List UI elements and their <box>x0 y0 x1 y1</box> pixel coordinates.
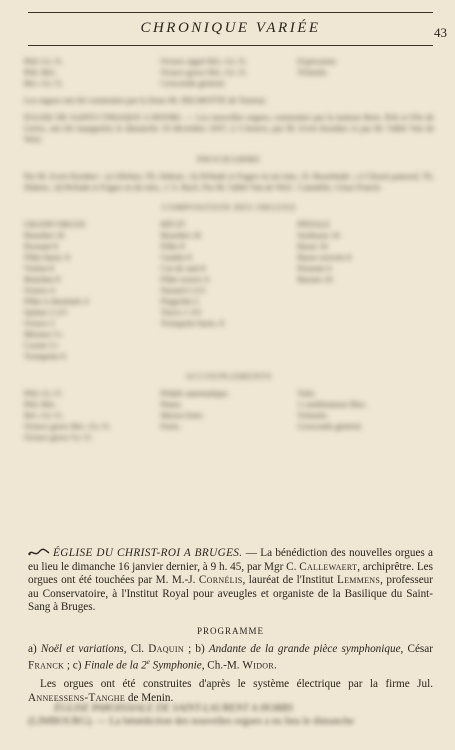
accouplement-b: Pédale automatique. <box>160 388 230 398</box>
piece-title: Symphonie <box>149 659 202 672</box>
stop-item: Bourdon 8 <box>24 274 61 284</box>
separator: , Ch.-M. <box>201 659 243 672</box>
stop-item: Bourdon 16 <box>160 230 202 240</box>
programme-heading-blurred: PROGRAMME <box>197 154 261 164</box>
person-name: Callewaert <box>299 560 358 573</box>
accouplement-row <box>24 432 434 443</box>
accouplement-a: Péd.-Gr. O. <box>24 388 63 398</box>
superscript: e <box>146 658 150 667</box>
ornament-icon <box>28 548 50 557</box>
accouplement-row <box>24 399 434 410</box>
separator: , Cl. <box>123 642 149 655</box>
stop-item: Flûte harm. 8 <box>24 252 70 262</box>
accouplement-c: 1 combinaison libre. <box>297 399 367 409</box>
composition-heading: COMPOSITION DES ORGUES <box>161 202 297 212</box>
church-paragraph-2: ÉGLISE DE SAINT-CYRIAQUE A HOOBS. — Les nouvelles orgues, construites par la maison Bern. Pels et Fils de Lierre, ont été inaugurées le dimanche 19 décembre 1937, à 3 heures, par M. Evert Kooiker et par M. l'abbé Van de Wiel. <box>24 112 434 144</box>
pedale-stops <box>297 230 434 362</box>
piece-title: Finale de la 2 <box>84 659 147 672</box>
header-title: CHRONIQUE VARIÉE <box>140 20 321 36</box>
coupler-b: Octave aiguë Réc.-Gr. O. <box>160 56 247 66</box>
coupler-row <box>24 78 434 89</box>
christ-roi-paragraph <box>28 547 433 615</box>
accouplement-c <box>297 432 434 443</box>
stop-item: Octave 4 <box>24 285 55 295</box>
coupler-b: Crescendo général. <box>160 78 226 88</box>
stop-item: Flageolet 2 <box>160 296 199 306</box>
organ-builder-name: Anneessens-Tanghe <box>28 692 126 705</box>
composer-name: Widor <box>242 659 275 672</box>
accouplement-b: Forte. <box>160 421 181 431</box>
stop-item: Trompette harm. 8 <box>160 318 224 328</box>
paragraph-text: , lauréat de l'Institut <box>242 574 337 587</box>
column-header-pedale: PÉDALE <box>297 219 330 229</box>
coupler-row <box>24 56 434 67</box>
accouplement-row <box>24 388 434 399</box>
coupler-a: Péd.-Réc. <box>24 67 58 77</box>
coupler-row <box>24 67 434 78</box>
accouplement-b <box>161 432 298 443</box>
recit-stops <box>161 230 298 362</box>
accouplement-a: Péd.-Réc. <box>24 399 58 409</box>
item-label: ; c) <box>64 659 85 672</box>
coupler-c: Expression. <box>297 56 338 66</box>
coupler-b: Octave grave Réc.-Gr. O. <box>160 67 248 77</box>
blurred-bottom-section <box>28 702 433 728</box>
stop-item: Basse ouverte 8 <box>297 252 352 262</box>
stop-item: Flûte 8 <box>160 241 185 251</box>
column-header-recit: RÉCIT <box>160 219 186 229</box>
paragraph-text: — La bénédiction des nouvelles orgues a eu lieu le dimanche 16 janvier dernier, à 9 h. 45, par Mgr C. <box>28 547 434 573</box>
accouplements-list <box>24 388 434 443</box>
coupler-a: Réc.-Gr. O. <box>24 78 64 88</box>
stop-item: Trompette 8 <box>24 351 66 361</box>
accouplement-c: Crescendo général. <box>297 421 363 431</box>
separator: , César <box>400 642 433 655</box>
column-header-grand-orgue: GRAND ORGUE <box>24 219 86 229</box>
stop-item: Gambe 8 <box>160 252 192 262</box>
piece-title: Noël et variations <box>40 642 124 655</box>
builder-paragraph: Les orgues ont été construites par la firme M. DELMOTTE de Tournai. <box>24 95 267 105</box>
next-church-heading: ÉGLISE PAROISSIALE DE SAINT-LAURENT A HOBBS <box>54 703 294 714</box>
composer-name: Daquin <box>148 642 184 655</box>
coupler-c <box>297 78 434 89</box>
accouplement-a: Octave grave Réc.-Gr. O. <box>24 421 111 431</box>
stop-item: Basson 16 <box>297 274 333 284</box>
accouplement-a: Octave grave Gr. O. <box>24 432 93 442</box>
paragraph-text: de Menin. <box>125 692 174 705</box>
accouplement-row <box>24 421 434 432</box>
institute-name: Lemmens <box>336 574 381 587</box>
paragraph-text: , professeur au Conservatoire, à l'Institut Royal pour aveugles et organiste de la Basilique du Saint-Sang à Bruges. <box>28 574 433 614</box>
accouplement-c: Trémolo. <box>297 410 329 420</box>
stop-item: Octave 2 <box>24 318 55 328</box>
composer-name: Franck <box>28 659 65 672</box>
programme-list <box>28 643 433 674</box>
paragraph-text: , archiprêtre. Les orgues ont été touchées par M. M.-J. <box>28 560 433 587</box>
accouplement-a: Réc.-Gr. O. <box>24 410 64 420</box>
programme-heading: PROGRAMME <box>196 625 264 636</box>
top-couplers <box>24 56 434 89</box>
accouplement-b: Piano. <box>160 399 183 409</box>
page-number: 43 <box>434 25 447 40</box>
stop-item: Mixture 3 r <box>24 329 63 339</box>
stop-item: Nazard 2 2/3 <box>160 285 205 295</box>
stop-item: Prestant 4 <box>297 263 332 273</box>
stop-item: Prestant 8 <box>24 241 58 251</box>
stop-lists <box>24 230 434 362</box>
stop-item: Basse 16 <box>297 241 328 251</box>
coupler-c: Trémolo. <box>297 67 329 77</box>
programme-text-blurred: Par M. Evert Kooiker : a) Alleluia, Th. Dubois ; b) Prélude et Fugue en mi min., D. Buxtehude ; c) Choral pastoral, Th. Dubois ; d) Prélude et Fugue en do min., J. S. Bach. Par M. l'abbé Van de Wiel : Cantabile, César Franck. <box>24 171 434 192</box>
accouplement-b: Mezzo forte. <box>160 410 205 420</box>
paragraph-text: Les orgues ont été construites d'après le système électrique par la firme Jul. <box>40 678 433 691</box>
accouplements-heading: ACCOUPLEMENTS <box>185 371 273 381</box>
church-name: ÉGLISE DU CHRIST-ROI A BRUGES. <box>53 547 243 559</box>
stop-item: Violon 8 <box>24 263 54 273</box>
stop-item: Cor de nuit 8 <box>160 263 206 273</box>
grand-orgue-stops <box>24 230 161 362</box>
stop-item: Flûte octave 4 <box>160 274 209 284</box>
stop-item: Flûte à cheminée 4 <box>24 296 89 306</box>
running-header <box>28 12 433 46</box>
main-article <box>28 547 433 706</box>
item-label: ; b) <box>183 642 209 655</box>
separator: . <box>274 659 277 672</box>
accouplement-c: Tutti. <box>297 388 316 398</box>
stop-item: Tierce 1 3/5 <box>160 307 202 317</box>
person-name: Cornélis <box>198 574 243 587</box>
piece-title: Andante de la grande pièce symphonique <box>208 642 401 655</box>
stop-column-headers <box>24 219 434 230</box>
stop-item: Bourdon 16 <box>24 230 65 240</box>
blurred-upper-section <box>24 56 434 536</box>
next-church-text: (LIMBOURG). — La bénédiction des nouvelles orgues a eu lieu le dimanche <box>28 716 354 727</box>
item-label: a) <box>28 642 41 655</box>
stop-item: Quinte 2 2/3 <box>24 307 67 317</box>
coupler-a: Péd.-Gr. O. <box>24 56 63 66</box>
stop-item: Cornet 3 r <box>24 340 59 350</box>
stop-item: Soubasse 16 <box>297 230 340 240</box>
accouplement-row <box>24 410 434 421</box>
